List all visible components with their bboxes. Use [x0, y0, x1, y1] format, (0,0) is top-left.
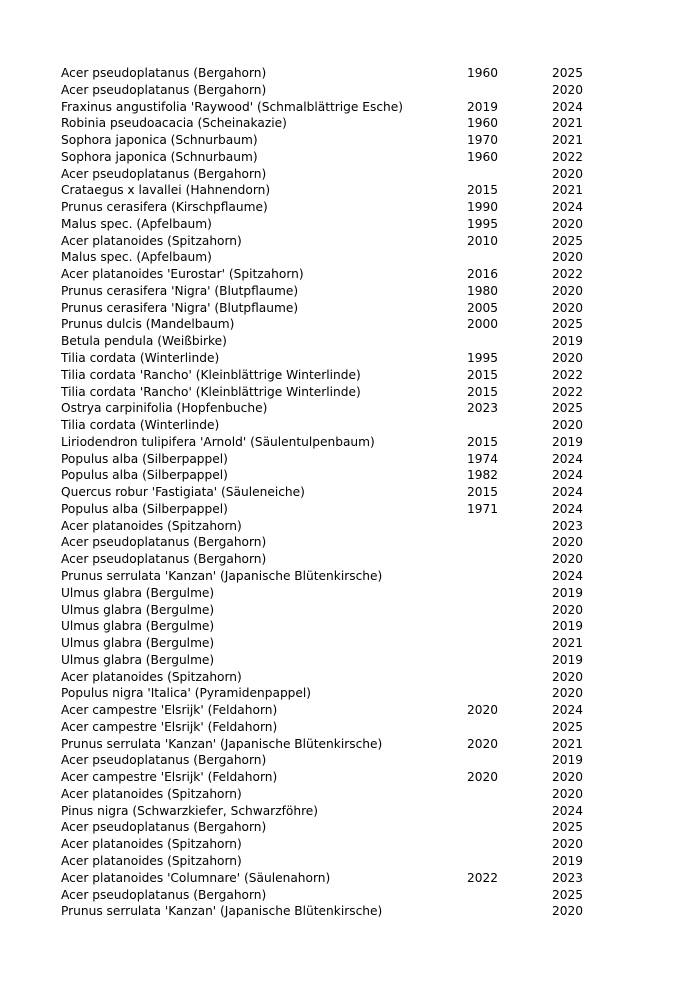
tree-name: Acer campestre 'Elsrijk' (Feldahorn): [61, 719, 278, 734]
table-row: [61, 182, 621, 199]
inspection-year: 2020: [552, 602, 584, 617]
inspection-year: 2024: [552, 485, 584, 500]
table-row: [61, 585, 621, 602]
tree-name: Populus alba (Silberpappel): [61, 451, 228, 466]
table-row: [61, 99, 621, 116]
tree-name: Populus nigra 'Italica' (Pyramidenpappel): [61, 686, 312, 701]
table-row: [61, 65, 621, 82]
table-row: [61, 685, 621, 702]
table-row: [61, 283, 621, 300]
tree-name: Quercus robur 'Fastigiata' (Säuleneiche): [61, 485, 305, 500]
table-row: [61, 635, 621, 652]
inspection-year: 2025: [552, 66, 584, 80]
table-row: [61, 367, 621, 384]
planting-year: 2020: [467, 703, 499, 718]
tree-name: Acer pseudoplatanus (Bergahorn): [61, 66, 267, 80]
inspection-year: 2020: [552, 283, 584, 298]
inspection-year: 2020: [552, 669, 584, 684]
inspection-year: 2023: [552, 870, 584, 885]
tree-name: Ulmus glabra (Bergulme): [61, 619, 215, 634]
planting-year: 2019: [467, 99, 499, 114]
inspection-year: 2020: [552, 552, 584, 567]
tree-name: Populus alba (Silberpappel): [61, 468, 228, 483]
inspection-year: 2025: [552, 233, 584, 248]
inspection-year: 2025: [552, 820, 584, 835]
tree-name: Liriodendron tulipifera 'Arnold' (Säulentulpenbaum): [61, 434, 375, 449]
planting-year: 2015: [467, 485, 499, 500]
inspection-year: 2024: [552, 451, 584, 466]
table-row: [61, 618, 621, 635]
tree-name: Tilia cordata 'Rancho' (Kleinblättrige Winterlinde): [61, 384, 361, 399]
table-row: [61, 149, 621, 166]
planting-year: 1995: [467, 351, 499, 366]
table-row: [61, 803, 621, 820]
table-row: [61, 819, 621, 836]
tree-name: Acer campestre 'Elsrijk' (Feldahorn): [61, 770, 278, 785]
table-row: [61, 467, 621, 484]
tree-name: Prunus cerasifera 'Nigra' (Blutpflaume): [61, 300, 299, 315]
planting-year: 2005: [467, 300, 499, 315]
planting-year: 2020: [467, 770, 499, 785]
table-row: [61, 484, 621, 501]
tree-name: Tilia cordata (Winterlinde): [61, 418, 220, 433]
inspection-year: 2025: [552, 887, 584, 902]
table-row: [61, 836, 621, 853]
inspection-year: 2022: [552, 267, 584, 282]
planting-year: 2023: [467, 401, 499, 416]
planting-year: 1990: [467, 200, 499, 215]
tree-name: Acer platanoides 'Eurostar' (Spitzahorn): [61, 267, 304, 282]
inspection-year: 2020: [552, 216, 584, 231]
inspection-year: 2020: [552, 686, 584, 701]
inspection-year: 2022: [552, 149, 584, 164]
table-row: [61, 350, 621, 367]
tree-name: Populus alba (Silberpappel): [61, 501, 228, 516]
inspection-year: 2020: [552, 166, 584, 181]
table-row: [61, 300, 621, 317]
inspection-year: 2025: [552, 401, 584, 416]
inspection-year: 2020: [552, 300, 584, 315]
inspection-year: 2023: [552, 518, 584, 533]
table-row: [61, 853, 621, 870]
table-row: [61, 501, 621, 518]
tree-name: Ulmus glabra (Bergulme): [61, 652, 215, 667]
planting-year: 2015: [467, 384, 499, 399]
tree-name: Fraxinus angustifolia 'Raywood' (Schmalblättrige Esche): [61, 99, 403, 114]
tree-name: Malus spec. (Apfelbaum): [61, 250, 212, 265]
inspection-year: 2019: [552, 434, 584, 449]
table-row: [61, 769, 621, 786]
inspection-year: 2020: [552, 837, 584, 852]
inspection-year: 2024: [552, 99, 584, 114]
tree-name: Prunus serrulata 'Kanzan' (Japanische Blütenkirsche): [61, 568, 383, 583]
inspection-year: 2022: [552, 367, 584, 382]
tree-name: Acer pseudoplatanus (Bergahorn): [61, 820, 267, 835]
inspection-year: 2020: [552, 770, 584, 785]
inspection-year: 2021: [552, 183, 584, 198]
inspection-year: 2019: [552, 853, 584, 868]
table-row: [61, 233, 621, 250]
table-row: [61, 333, 621, 350]
planting-year: 1960: [467, 66, 499, 80]
inspection-year: 2020: [552, 250, 584, 265]
inspection-year: 2021: [552, 636, 584, 651]
inspection-year: 2024: [552, 501, 584, 516]
inspection-year: 2019: [552, 334, 584, 349]
planting-year: 2015: [467, 367, 499, 382]
table-row: [61, 534, 621, 551]
planting-year: 2015: [467, 183, 499, 198]
tree-name: Acer pseudoplatanus (Bergahorn): [61, 753, 267, 768]
tree-name: Acer pseudoplatanus (Bergahorn): [61, 166, 267, 181]
table-row: [61, 518, 621, 535]
tree-name: Ulmus glabra (Bergulme): [61, 636, 215, 651]
table-row: [61, 166, 621, 183]
tree-name: Acer platanoides (Spitzahorn): [61, 786, 242, 801]
table-row: [61, 266, 621, 283]
inspection-year: 2020: [552, 535, 584, 550]
tree-name: Acer platanoides (Spitzahorn): [61, 837, 242, 852]
table-row: [61, 216, 621, 233]
inspection-year: 2019: [552, 619, 584, 634]
inspection-year: 2024: [552, 803, 584, 818]
table-row: [61, 669, 621, 686]
inspection-year: 2025: [552, 317, 584, 332]
tree-name: Prunus serrulata 'Kanzan' (Japanische Blütenkirsche): [61, 736, 383, 751]
tree-name: Sophora japonica (Schnurbaum): [61, 149, 258, 164]
table-row: [61, 115, 621, 132]
table-row: [61, 132, 621, 149]
planting-year: 1995: [467, 216, 499, 231]
inspection-year: 2024: [552, 568, 584, 583]
tree-name: Sophora japonica (Schnurbaum): [61, 133, 258, 148]
planting-year: 2022: [467, 870, 499, 885]
planting-year: 2016: [467, 267, 499, 282]
table-row: [61, 384, 621, 401]
inspection-year: 2020: [552, 786, 584, 801]
table-row: [61, 316, 621, 333]
table-row: [61, 417, 621, 434]
tree-name: Prunus dulcis (Mandelbaum): [61, 317, 235, 332]
table-row: [61, 82, 621, 99]
table-row: [61, 451, 621, 468]
inspection-year: 2020: [552, 351, 584, 366]
table-row: [61, 786, 621, 803]
planting-year: 1971: [467, 501, 499, 516]
tree-name: Acer pseudoplatanus (Bergahorn): [61, 82, 267, 97]
table-row: [61, 870, 621, 887]
tree-name: Ostrya carpinifolia (Hopfenbuche): [61, 401, 268, 416]
tree-name: Acer platanoides 'Columnare' (Säulenahorn): [61, 870, 331, 885]
planting-year: 2015: [467, 434, 499, 449]
inspection-year: 2020: [552, 82, 584, 97]
tree-name: Tilia cordata (Winterlinde): [61, 351, 220, 366]
tree-name: Prunus cerasifera 'Nigra' (Blutpflaume): [61, 283, 299, 298]
table-row: [61, 434, 621, 451]
tree-name: Malus spec. (Apfelbaum): [61, 216, 212, 231]
tree-name: Betula pendula (Weißbirke): [61, 334, 227, 349]
table-row: [61, 249, 621, 266]
inspection-year: 2019: [552, 753, 584, 768]
tree-name: Crataegus x lavallei (Hahnendorn): [61, 183, 271, 198]
tree-name: Ulmus glabra (Bergulme): [61, 602, 215, 617]
table-row: [61, 652, 621, 669]
inspection-year: 2020: [552, 418, 584, 433]
tree-name: Acer platanoides (Spitzahorn): [61, 518, 242, 533]
table-row: [61, 702, 621, 719]
tree-list: [61, 65, 621, 920]
table-row: [61, 602, 621, 619]
tree-name: Acer pseudoplatanus (Bergahorn): [61, 535, 267, 550]
planting-year: 1980: [467, 283, 499, 298]
table-row: [61, 551, 621, 568]
tree-name: Acer pseudoplatanus (Bergahorn): [61, 552, 267, 567]
inspection-year: 2020: [552, 904, 584, 919]
planting-year: 2010: [467, 233, 499, 248]
planting-year: 2020: [467, 736, 499, 751]
tree-name: Acer platanoides (Spitzahorn): [61, 669, 242, 684]
inspection-year: 2024: [552, 703, 584, 718]
table-row: [61, 752, 621, 769]
tree-name: Acer platanoides (Spitzahorn): [61, 233, 242, 248]
inspection-year: 2021: [552, 736, 584, 751]
tree-name: Acer campestre 'Elsrijk' (Feldahorn): [61, 703, 278, 718]
tree-name: Prunus serrulata 'Kanzan' (Japanische Blütenkirsche): [61, 904, 383, 919]
inspection-year: 2021: [552, 116, 584, 131]
inspection-year: 2024: [552, 200, 584, 215]
tree-name: Acer platanoides (Spitzahorn): [61, 853, 242, 868]
inspection-year: 2021: [552, 133, 584, 148]
planting-year: 1974: [467, 451, 499, 466]
table-row: [61, 719, 621, 736]
tree-name: Tilia cordata 'Rancho' (Kleinblättrige Winterlinde): [61, 367, 361, 382]
inspection-year: 2025: [552, 719, 584, 734]
inspection-year: 2024: [552, 468, 584, 483]
table-row: [61, 736, 621, 753]
table-row: [61, 887, 621, 904]
tree-name: Ulmus glabra (Bergulme): [61, 585, 215, 600]
planting-year: 1982: [467, 468, 499, 483]
planting-year: 1960: [467, 149, 499, 164]
table-row: [61, 400, 621, 417]
table-row: [61, 199, 621, 216]
inspection-year: 2019: [552, 585, 584, 600]
planting-year: 1960: [467, 116, 499, 131]
table-row: [61, 903, 621, 920]
tree-name: Prunus cerasifera (Kirschpflaume): [61, 200, 268, 215]
inspection-year: 2019: [552, 652, 584, 667]
table-row: [61, 568, 621, 585]
inspection-year: 2022: [552, 384, 584, 399]
tree-name: Pinus nigra (Schwarzkiefer, Schwarzföhre): [61, 803, 319, 818]
planting-year: 2000: [467, 317, 499, 332]
tree-name: Robinia pseudoacacia (Scheinakazie): [61, 116, 287, 131]
tree-name: Acer pseudoplatanus (Bergahorn): [61, 887, 267, 902]
planting-year: 1970: [467, 133, 499, 148]
